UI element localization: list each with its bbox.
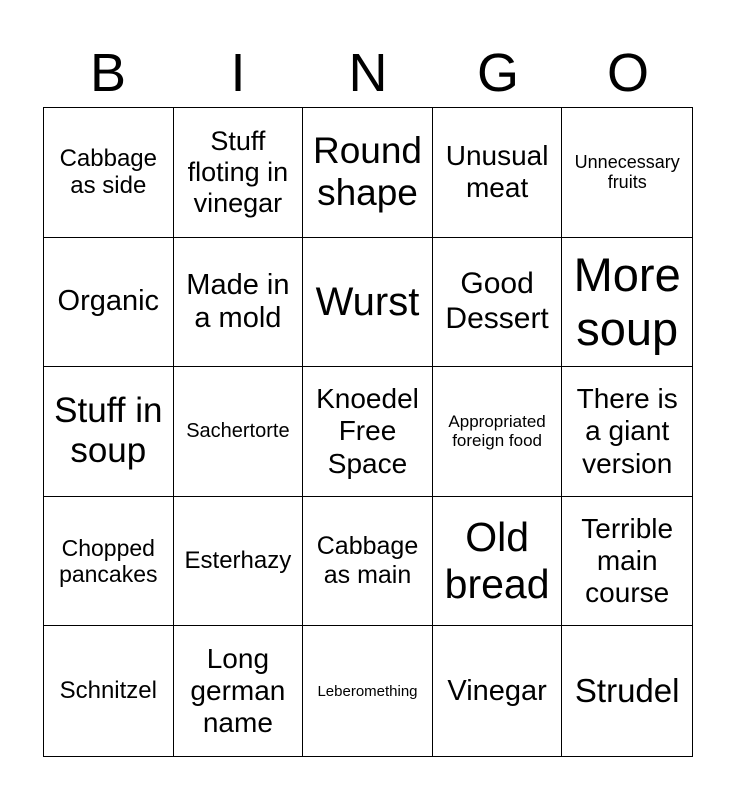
- cell-label: Unusual meat: [445, 140, 549, 204]
- bingo-cell-r4c2[interactable]: [174, 497, 304, 627]
- bingo-cell-r1c4[interactable]: [433, 108, 563, 238]
- bingo-cell-r2c2[interactable]: [174, 238, 304, 368]
- cell-label: Chopped pancakes: [59, 534, 158, 588]
- cell-label: Stuff in soup: [54, 391, 163, 471]
- bingo-cell-r1c1[interactable]: [44, 108, 174, 238]
- cell-label: There is a giant version: [576, 383, 678, 479]
- bingo-cell-r4c1[interactable]: [44, 497, 174, 627]
- bingo-header: [43, 38, 693, 108]
- bingo-cell-r1c2[interactable]: [174, 108, 304, 238]
- bingo-cell-r5c2[interactable]: [174, 626, 304, 756]
- bingo-cell-r3c4[interactable]: [433, 367, 563, 497]
- header-letter-o: O: [606, 43, 649, 103]
- cell-label: Organic: [57, 285, 160, 318]
- header-letter-i: I: [230, 43, 246, 103]
- cell-label: Sachertorte: [186, 419, 290, 442]
- cell-label: Unnecessary fruits: [574, 151, 680, 193]
- cell-label: Cabbage as side: [59, 144, 157, 200]
- bingo-cell-r4c3[interactable]: [303, 497, 433, 627]
- cell-label: Appropriated foreign food: [448, 411, 546, 451]
- bingo-cell-r3c3[interactable]: [303, 367, 433, 497]
- bingo-cell-r3c2[interactable]: [174, 367, 304, 497]
- bingo-cell-r2c1[interactable]: [44, 238, 174, 368]
- cell-label: Made in a mold: [186, 268, 290, 334]
- bingo-cell-r5c5[interactable]: [562, 626, 692, 756]
- bingo-board: [43, 107, 693, 757]
- bingo-cell-r5c3[interactable]: [303, 626, 433, 756]
- bingo-cell-r5c4[interactable]: [433, 626, 563, 756]
- cell-label: Terrible main course: [581, 512, 674, 609]
- cell-label: Long german name: [190, 642, 286, 739]
- bingo-cell-r2c3[interactable]: [303, 238, 433, 368]
- cell-label: Knoedel Free Space: [316, 383, 419, 479]
- bingo-cell-r3c5[interactable]: [562, 367, 692, 497]
- cell-label: Round shape: [312, 129, 422, 214]
- cell-label: Old bread: [444, 513, 550, 608]
- cell-label: Leberomething: [317, 682, 418, 700]
- cell-label: Schnitzel: [59, 677, 157, 705]
- bingo-cell-r1c5[interactable]: [562, 108, 692, 238]
- cell-label: Vinegar: [447, 674, 547, 707]
- cell-label: Stuff floting in vinegar: [187, 125, 289, 218]
- bingo-cell-r3c1[interactable]: [44, 367, 174, 497]
- cell-label: Cabbage as main: [316, 532, 419, 590]
- bingo-cell-r5c1[interactable]: [44, 626, 174, 756]
- bingo-cell-r4c4[interactable]: [433, 497, 563, 627]
- bingo-cell-r4c5[interactable]: [562, 497, 692, 627]
- bingo-cell-r2c4[interactable]: [433, 238, 563, 368]
- header-letter-g: G: [476, 43, 519, 103]
- header-letter-n: N: [348, 43, 388, 103]
- cell-label: Strudel: [574, 672, 680, 710]
- bingo-cell-r1c3[interactable]: [303, 108, 433, 238]
- header-letter-b: B: [89, 43, 127, 103]
- cell-label: Good Dessert: [445, 267, 549, 335]
- bingo-cell-r2c5[interactable]: [562, 238, 692, 368]
- cell-label: Esterhazy: [184, 547, 292, 575]
- cell-label: More soup: [573, 247, 681, 355]
- cell-label: Wurst: [315, 279, 420, 324]
